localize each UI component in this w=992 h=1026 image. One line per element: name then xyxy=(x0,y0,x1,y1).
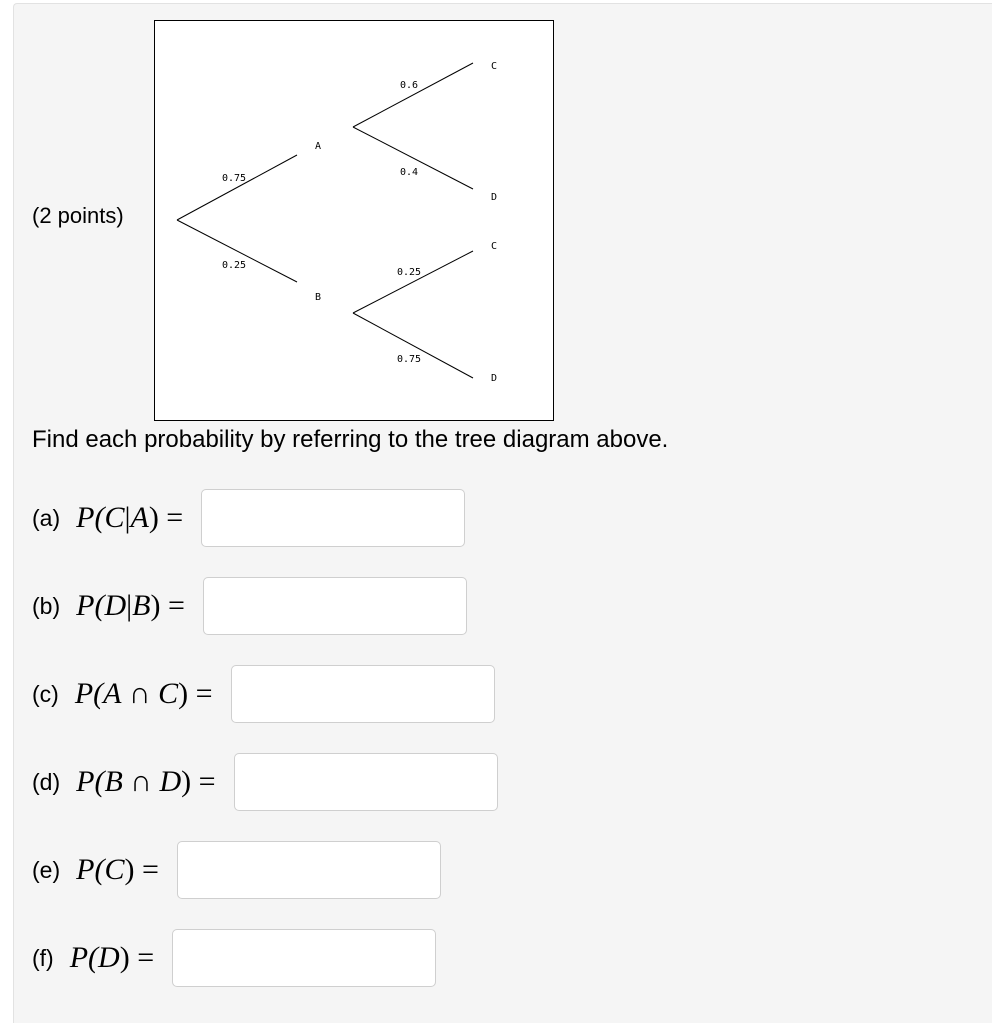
prob-B-D: 0.75 xyxy=(397,354,422,365)
question-e xyxy=(32,841,441,899)
prob-root-B: 0.25 xyxy=(222,260,247,271)
tree-diagram-svg xyxy=(155,21,553,420)
node-B-C: C xyxy=(491,241,498,252)
prob-A-C: 0.6 xyxy=(400,80,419,91)
question-a xyxy=(32,489,465,547)
branch-B-C xyxy=(353,251,473,313)
question-f xyxy=(32,929,436,987)
probability-expression: P(C|A) = xyxy=(76,501,184,534)
probability-expression: P(B ∩ D) = xyxy=(76,765,216,798)
node-B-D: D xyxy=(491,373,498,384)
branch-root-A xyxy=(177,155,297,220)
question-letter: (b) xyxy=(32,592,61,619)
prob-root-A: 0.75 xyxy=(222,173,247,184)
branch-A-D xyxy=(353,127,473,189)
probability-expression: P(A ∩ C) = xyxy=(74,677,213,710)
question-c xyxy=(32,665,495,723)
answer-input-d[interactable] xyxy=(234,753,498,811)
tree-diagram xyxy=(154,20,554,421)
probability-expression: P(C) = xyxy=(76,853,159,886)
prob-B-C: 0.25 xyxy=(397,267,422,278)
probability-expression: P(D) = xyxy=(69,941,155,974)
question-letter: (e) xyxy=(32,856,61,883)
branch-root-B xyxy=(177,220,297,282)
question-letter: (a) xyxy=(32,504,61,531)
probability-expression: P(D|B) = xyxy=(76,589,185,622)
branch-A-C xyxy=(353,63,473,127)
points-label: (2 points) xyxy=(32,203,124,228)
question-d xyxy=(32,753,498,811)
answer-input-f[interactable] xyxy=(172,929,436,987)
question-letter: (f) xyxy=(32,944,54,971)
answer-input-a[interactable] xyxy=(201,489,465,547)
question-letter: (c) xyxy=(32,680,59,707)
node-A-D: D xyxy=(491,192,498,203)
node-A: A xyxy=(315,141,322,152)
branch-B-D xyxy=(353,313,473,378)
question-b xyxy=(32,577,467,635)
answer-input-b[interactable] xyxy=(203,577,467,635)
instruction-text: Find each probability by referring to the tree diagram above. xyxy=(32,426,669,453)
answer-input-e[interactable] xyxy=(177,841,441,899)
answer-input-c[interactable] xyxy=(231,665,495,723)
node-A-C: C xyxy=(491,61,498,72)
question-letter: (d) xyxy=(32,768,61,795)
node-B: B xyxy=(315,292,322,303)
prob-A-D: 0.4 xyxy=(400,167,419,178)
